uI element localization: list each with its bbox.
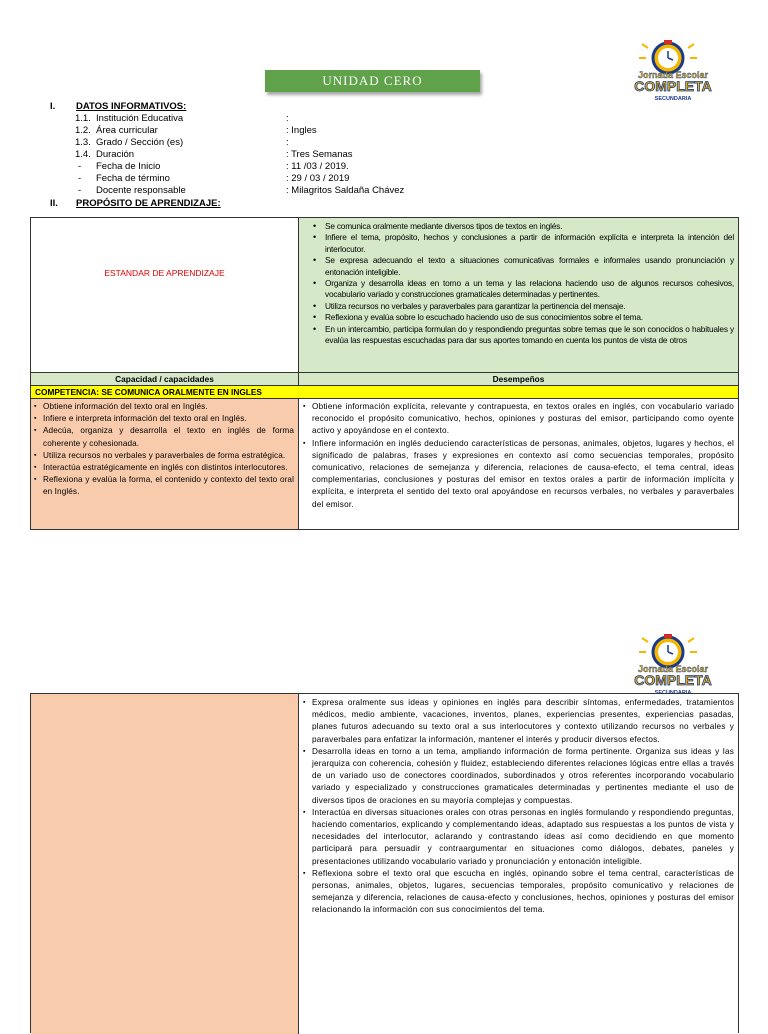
list-item: ▪ Utiliza recursos no verbales y paraverbales de forma estratégica.: [34, 450, 294, 462]
list-item: • Organiza y desarrolla ideas en torno a un tema y las relaciona haciendo uso de algunos recursos cohesivos, vocabulario variado y construcciones gramaticales determinadas y pertinentes.: [303, 278, 734, 301]
capacidades-cell: [31, 399, 299, 529]
list-item: • En un intercambio, participa formulan do y respondiendo preguntas sobre temas que le son conocidos o habituales y evalúa las respuestas escuchadas para dar sus aportes tomando en cuenta los puntos de vista de otros: [303, 324, 734, 347]
list-item: • Utiliza recursos no verbales y paraverbales para garantizar la pertinencia del mensaje.: [303, 301, 734, 312]
datos-informativos: [50, 101, 450, 211]
info-row: 1.2. Área curricular : Ingles: [75, 125, 317, 136]
list-item: • Reflexiona y evalúa sobre lo escuchado haciendo uso de sus conocimientos sobre el tema.: [303, 312, 734, 323]
info-row: - Fecha de Inicio : 11 /03 / 2019.: [78, 161, 349, 172]
estandar-list: [303, 221, 734, 346]
desempenos-continuation-table: [30, 693, 739, 1033]
jec-logo: [620, 628, 730, 698]
desempenos-cell: [299, 399, 738, 529]
svg-text:COMPLETA: COMPLETA: [634, 78, 712, 94]
info-row: - Docente responsable : Milagritos Saldaña Chávez: [78, 185, 405, 196]
section1-heading: I. DATOS INFORMATIVOS:: [50, 101, 187, 112]
desempenos-list: [303, 697, 734, 917]
list-item: ▪ Infiere información en inglés deduciendo características de personas, animales, objetos, lugares y hechos, el significado de palabras, frases y expresiones en contexto así como secuencias temporales, propósito comunicativo, relaciones de semejanza y diferencia, relaciones de causa-efecto, el tema central, ideas complementarias, conclusiones y posturas del emisor en textos orales a partir de información implícita y explícita, e interpreta el sentido del texto oral apoyándose en recursos verbales, no verbales y paraverbales del emisor.: [303, 438, 734, 511]
list-item: ▪ Reflexiona y evalúa la forma, el contenido y contexto del texto oral en Inglés.: [34, 474, 294, 498]
header-desempenos: Desempeños: [299, 373, 738, 386]
svg-text:SECUNDARIA: SECUNDARIA: [654, 96, 692, 102]
list-item: ▪ Interactúa en diversas situaciones orales con otras personas en inglés formulando y respondiendo preguntas, haciendo comentarios, explicando y complementando ideas, adaptado sus respuestas a los puntos de vista y necesidades del interlocutor, aclarando y contrastando ideas así como decidiendo en que momento participará para persuadir y contraargumentar en situaciones como diálogos, debates, paneles y presentaciones utilizando vocabulario variado y pronunciación y entonación inteligible.: [303, 807, 734, 868]
estandar-label-cell: [31, 218, 299, 373]
desempenos-list: [303, 401, 734, 511]
list-item: • Se expresa adecuando el texto a situaciones comunicativas formales e informales usando pronunciación y entonación inteligible.: [303, 255, 734, 278]
capacidades-cell: [31, 694, 299, 1034]
info-row: 1.1. Institución Educativa :: [75, 113, 289, 124]
list-item: ▪ Obtiene información explícita, relevante y contrapuesta, en textos orales en inglés, con vocabulario variado reconocido el propósito comunicativo, hechos, opiniones y posturas del emisor, participando como oyente activo y apoyándose en el contexto.: [303, 401, 734, 438]
info-row: - Fecha de término : 29 / 03 / 2019: [78, 173, 350, 184]
svg-text:Jornada Escolar: Jornada Escolar: [637, 664, 709, 674]
list-item: ▪ Infiere e interpreta información del texto oral en Inglés.: [34, 413, 294, 425]
competencia-row: COMPETENCIA: SE COMUNICA ORALMENTE EN INGLES: [31, 386, 738, 399]
list-item: ▪ Adecúa, organiza y desarrolla el texto en inglés de forma coherente y cohesionada.: [34, 425, 294, 449]
list-item: • Infiere el tema, propósito, hechos y conclusiones a partir de información explícita e interpreta la intención del interlocutor.: [303, 232, 734, 255]
list-item: ▪ Desarrolla ideas en torno a un tema, ampliando información de forma pertinente. Organiza sus ideas y las jerarquiza con coherencia, cohesión y fluidez, estableciendo diferentes relaciones lógicas entre ellas a través de un variado uso de conectores coordinados, subordinados y otros referentes incorporando vocabulario variado y especializado y construcciones gramaticales determinadas y pertinentes mediante el uso de diversos tipos de oraciones en su mayoría complejas y compuestas.: [303, 746, 734, 807]
list-item: ▪ Expresa oralmente sus ideas y opiniones en inglés para describir síntomas, enfermedades, tratamientos médicos, medio ambiente, vacaciones, inventos, planes, experiencias presentes, experiencias pasadas, planes futuros adecuando su texto oral a sus interlocutores y contexto utilizando recursos no verbales y paraverbales para enfatizar la información, mantener el interés y producir diversos efectos.: [303, 697, 734, 746]
estandar-label: ESTANDAR DE APRENDIZAJE: [104, 268, 225, 278]
section2-heading: II. PROPÓSITO DE APRENDIZAJE:: [50, 198, 221, 209]
svg-text:Jornada Escolar: Jornada Escolar: [637, 70, 709, 80]
list-item: • Se comunica oralmente mediante diversos tipos de textos en inglés.: [303, 221, 734, 232]
list-item: ▪ Interactúa estratégicamente en inglés con distintos interlocutores.: [34, 462, 294, 474]
jec-logo: [620, 34, 730, 104]
info-row: 1.4. Duración : Tres Semanas: [75, 149, 353, 160]
header-capacidades: Capacidad / capacidades: [31, 373, 299, 386]
list-item: ▪ Reflexiona sobre el texto oral que escucha en inglés, opinando sobre el tema central, características de personas, animales, objetos, lugares, secuencias temporales, propósito comunicativo y relaciones de semejanza y diferencia, relaciones de causa-efecto y conclusiones, hechos, opiniones y posturas del emisor relacionando la información con sus conocimientos del tema.: [303, 868, 734, 917]
proposito-table: [30, 217, 739, 530]
desempenos-cell: [299, 694, 738, 1034]
svg-text:COMPLETA: COMPLETA: [634, 672, 712, 688]
capacidades-list: [34, 401, 294, 499]
svg-text:SECUNDARIA: SECUNDARIA: [654, 690, 692, 696]
list-item: ▪ Obtiene información del texto oral en Inglés.: [34, 401, 294, 413]
clock-icon: [620, 34, 730, 104]
info-row: 1.3. Grado / Sección (es) :: [75, 137, 289, 148]
clock-icon: [620, 628, 730, 698]
estandar-content-cell: [299, 218, 738, 373]
page-title: UNIDAD CERO: [265, 70, 480, 92]
